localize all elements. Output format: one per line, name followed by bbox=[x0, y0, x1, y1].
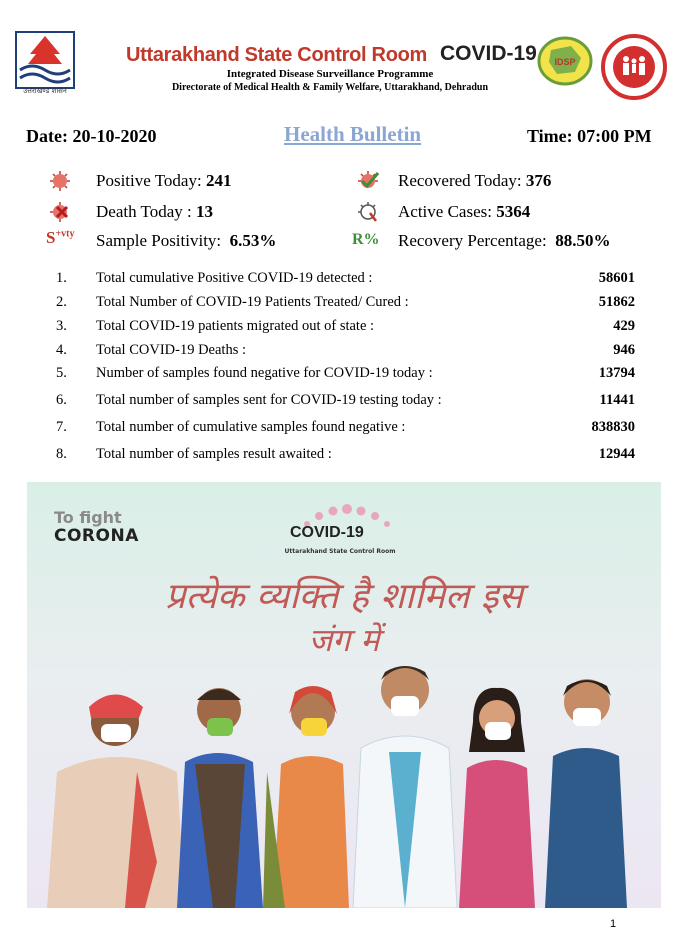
summary-row-label: Total cumulative Positive COVID-19 detected : bbox=[96, 270, 373, 286]
summary-row-label: Total Number of COVID-19 Patients Treated/ Cured : bbox=[96, 294, 409, 310]
recovery-percent-icon: R% bbox=[352, 231, 380, 248]
person-woman-scarf-icon bbox=[263, 686, 349, 908]
summary-row-value: 429 bbox=[613, 318, 635, 334]
summary-row-number: 6. bbox=[56, 392, 67, 408]
virus-death-icon bbox=[48, 201, 72, 223]
positive-today: Positive Today: 241 bbox=[96, 171, 232, 190]
banner-covid-label: COVID-19 bbox=[290, 524, 364, 541]
summary-row-number: 5. bbox=[56, 365, 67, 381]
summary-row bbox=[0, 342, 684, 364]
sample-positivity-icon: $S^{+vty}$ bbox=[46, 228, 75, 247]
bulletin-heading: Health Bulletin bbox=[284, 122, 422, 146]
bulletin-date: Date: 20-10-2020 bbox=[26, 126, 157, 146]
summary-row bbox=[0, 318, 684, 340]
summary-row-label: Number of samples found negative for COVID-19 today : bbox=[96, 365, 433, 381]
person-farmer-icon bbox=[47, 695, 185, 909]
active-cases: Active Cases: 5364 bbox=[398, 202, 531, 221]
summary-row-value: 11441 bbox=[599, 392, 635, 408]
summary-row-label: Total number of samples sent for COVID-19 testing today : bbox=[96, 392, 442, 408]
summary-row-value: 946 bbox=[613, 342, 635, 358]
summary-row-number: 1. bbox=[56, 270, 67, 286]
summary-row-number: 3. bbox=[56, 318, 67, 334]
summary-row-value: 13794 bbox=[598, 365, 635, 381]
summary-row bbox=[0, 270, 684, 292]
banner-fight-line2: CORONA bbox=[54, 526, 139, 546]
recovery-percentage: Recovery Percentage: 88.50% bbox=[398, 231, 611, 250]
person-doctor-icon bbox=[353, 666, 457, 908]
bulletin-time: Time: 07:00 PM bbox=[527, 126, 652, 146]
virus-recovered-icon bbox=[356, 170, 380, 192]
people-with-masks-illustration bbox=[27, 652, 661, 908]
awareness-banner bbox=[27, 482, 661, 908]
person-man-sweater-icon bbox=[545, 679, 627, 908]
person-vest-icon bbox=[177, 688, 263, 908]
summary-row-label: Total COVID-19 patients migrated out of state : bbox=[96, 318, 375, 334]
summary-row bbox=[0, 419, 684, 441]
summary-row-value: 51862 bbox=[598, 294, 635, 310]
nhm-logo-icon bbox=[600, 34, 668, 100]
summary-row bbox=[0, 446, 684, 468]
recovered-today: Recovered Today: 376 bbox=[398, 171, 552, 190]
summary-row bbox=[0, 365, 684, 387]
page-title: Uttarakhand State Control Room bbox=[126, 44, 428, 66]
idsp-logo-icon bbox=[537, 36, 593, 86]
covid-label: COVID-19 bbox=[440, 42, 537, 65]
page-number: 1 bbox=[610, 918, 617, 930]
summary-row-label: Total number of samples result awaited : bbox=[96, 446, 332, 462]
summary-row-number: 7. bbox=[56, 419, 67, 435]
summary-row bbox=[0, 294, 684, 316]
summary-row-number: 8. bbox=[56, 446, 67, 462]
summary-row-number: 2. bbox=[56, 294, 67, 310]
virus-active-icon bbox=[356, 201, 380, 223]
summary-row-value: 12944 bbox=[598, 446, 635, 462]
subtitle-directorate: Directorate of Medical Health & Family Welfare, Uttarakhand, Dehradun bbox=[171, 82, 489, 93]
summary-row-number: 4. bbox=[56, 342, 67, 358]
banner-hindi-line2: जंग में bbox=[308, 621, 380, 659]
summary-row-value: 58601 bbox=[598, 270, 635, 286]
death-today: Death Today : 13 bbox=[96, 202, 213, 221]
sample-positivity: Sample Positivity: 6.53% bbox=[96, 231, 277, 250]
banner-covid-sub: Uttarakhand State Control Room bbox=[284, 548, 396, 555]
idsp-logo-text: IDSP bbox=[554, 57, 576, 67]
banner-fight-line1: To fight bbox=[54, 508, 122, 527]
summary-row-value: 838830 bbox=[591, 419, 635, 435]
summary-row bbox=[0, 392, 684, 414]
summary-row-label: Total number of cumulative samples found negative : bbox=[96, 419, 406, 435]
subtitle-programme: Integrated Disease Surveillance Programme bbox=[226, 68, 434, 80]
virus-positive-icon bbox=[48, 170, 72, 192]
banner-hindi-line1: प्रत्येक व्यक्ति है शामिल इस bbox=[165, 576, 523, 617]
person-woman-pink-icon bbox=[459, 688, 535, 908]
summary-row-label: Total COVID-19 Deaths : bbox=[96, 342, 246, 358]
emblem-caption: उत्तराखण्ड शासन bbox=[23, 87, 67, 95]
